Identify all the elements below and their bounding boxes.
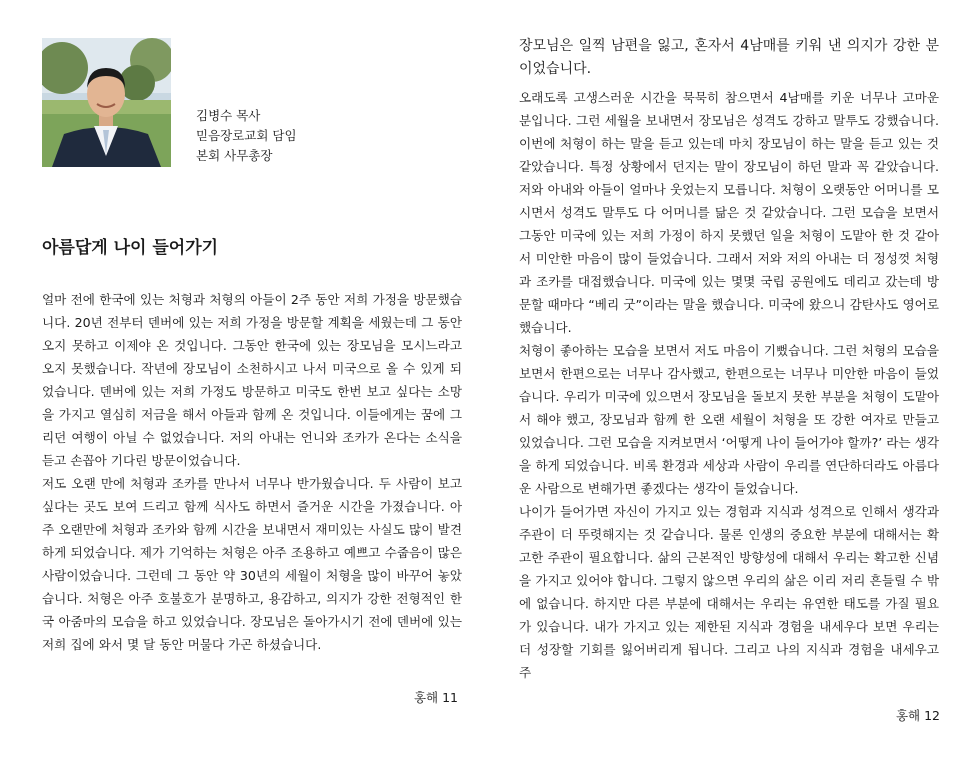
author-name: 김병수 목사 — [196, 108, 261, 123]
page-number: 홍해 12 — [895, 708, 940, 723]
right-body — [519, 86, 939, 684]
right-page — [490, 0, 980, 759]
paragraph: 얼마 전에 한국에 있는 처형과 처형의 아들이 2주 동안 저희 가정을 방문했습니다. 20년 전부터 덴버에 있는 저희 가정을 방문할 계획을 세웠는데 그 동안 오지 못하고 이제야 온 것입니다. 그동안 한국에 있는 장모님을 모시느라고 오지 못했습니다. 작년에 장모님이 소천하시고 나서 미국으로 올 수 있게 되었습니다. 덴버에 있는 저희 가정도 방문하고 미국도 한번 보고 싶다는 소망을 가지고 열심히 저금을 해서 아들과 함께 온 것입니다. 이들에게는 꿈에 그리던 여행이 아닐 수 없었습니다. 저의 아내는 언니와 조카가 온다는 소식을 듣고 손꼽아 기다린 방문이었습니다. — [42, 292, 462, 468]
paragraph: 처형이 좋아하는 모습을 보면서 저도 마음이 기뻤습니다. 그런 처형의 모습을 보면서 한편으로는 너무나 감사했고, 한편으로는 너무나 미안한 마음이 들었습니다. 우리가 미국에 있으면서 장모님을 돌보지 못한 부분을 처형이 도맡아서 해야 했고, 장모님과 함께 한 오랜 세월이 처형을 또 강한 여자로 만들고 있었습니다. 그런 모습을 지켜보면서 ‘어떻게 나이 들어가야 할까?’ 라는 생각을 하게 되었습니다. 비록 환경과 세상과 사람이 우리를 연단하더라도 아름다운 사람으로 변해가면 좋겠다는 생각이 들었습니다. — [519, 343, 939, 496]
paragraph: 저도 오랜 만에 처형과 조카를 만나서 너무나 반가웠습니다. 두 사람이 보고 싶다는 곳도 보여 드리고 함께 식사도 하면서 즐거운 시간을 가졌습니다. 아주 오랜만에 처형과 조카와 함께 시간을 보내면서 재미있는 사실도 많이 발견하게 되었습니다. 제가 기억하는 처형은 아주 조용하고 예쁘고 수줍음이 많은 사람이었습니다. 그런데 그 동안 약 30년의 세월이 처형을 많이 바꾸어 놓았습니다. 처형은 아주 호불호가 분명하고, 용감하고, 의지가 강한 전형적인 한국 아줌마의 모습을 하고 있었습니다. 장모님은 돌아가시기 전에 덴버에 있는 저희 집에 와서 몇 달 동안 머물다 가곤 하셨습니다. — [42, 476, 462, 652]
author-info — [196, 106, 297, 166]
author-photo — [42, 38, 171, 167]
author-position: 본회 사무총장 — [196, 148, 273, 163]
article-title: 아름답게 나이 들어가기 — [42, 238, 219, 258]
paragraph: 나이가 들어가면 자신이 가지고 있는 경험과 지식과 성격으로 인해서 생각과 주관이 더 뚜렷해지는 것 같습니다. 물론 인생의 중요한 부분에 대해서는 확고한 주관이 필요합니다. 삶의 근본적인 방향성에 대해서 우리는 확고한 신념을 가지고 있어야 합니다. 그렇지 않으면 우리의 삶은 이리 저리 흔들릴 수 밖에 없습니다. 하지만 다른 부분에 대해서는 우리는 유연한 태도를 가질 필요가 있습니다. 내가 가지고 있는 제한된 지식과 경험을 내세우다 보면 우리는 더 성장할 기회를 잃어버리게 됩니다. 그리고 나의 지식과 경험을 내세우고 주 — [519, 504, 939, 680]
paragraph: 오래도록 고생스러운 시간을 묵묵히 참으면서 4남매를 키운 너무나 고마운 분입니다. 그런 세월을 보내면서 장모님은 성격도 강하고 말투도 강했습니다. 이번에 처형이 하는 말을 듣고 있는데 마치 장모님이 하는 말을 듣고 있는 것 같았습니다. 특정 상황에서 던지는 말이 장모님이 하던 말과 꼭 같았습니다. 저와 아내와 아들이 얼마나 웃었는지 모릅니다. 처형이 오랫동안 어머니를 모시면서 성격도 말투도 다 어머니를 닮은 것 같았습니다. 그런 모습을 보면서 그동안 미국에 있는 저희 가정이 하지 못했던 일을 처형이 도맡아 한 것 같아서 미안한 마음이 많이 들었습니다. 그래서 저와 저의 아내는 더 정성껏 처형과 조카를 대접했습니다. 미국에 있는 몇몇 국립 공원에도 데리고 갔는데 방문할 때마다 “베리 굿”이라는 말을 했습니다. 미국에 왔으니 감탄사도 영어로 했습니다. — [519, 90, 939, 335]
lead-paragraph — [519, 35, 939, 81]
left-body — [42, 288, 462, 656]
paragraph: 장모님은 일찍 남편을 잃고, 혼자서 4남매를 키워 낸 의지가 강한 분이었습니다. — [519, 38, 939, 77]
page-number: 홍해 11 — [413, 690, 458, 705]
author-church: 믿음장로교회 담임 — [196, 128, 297, 143]
